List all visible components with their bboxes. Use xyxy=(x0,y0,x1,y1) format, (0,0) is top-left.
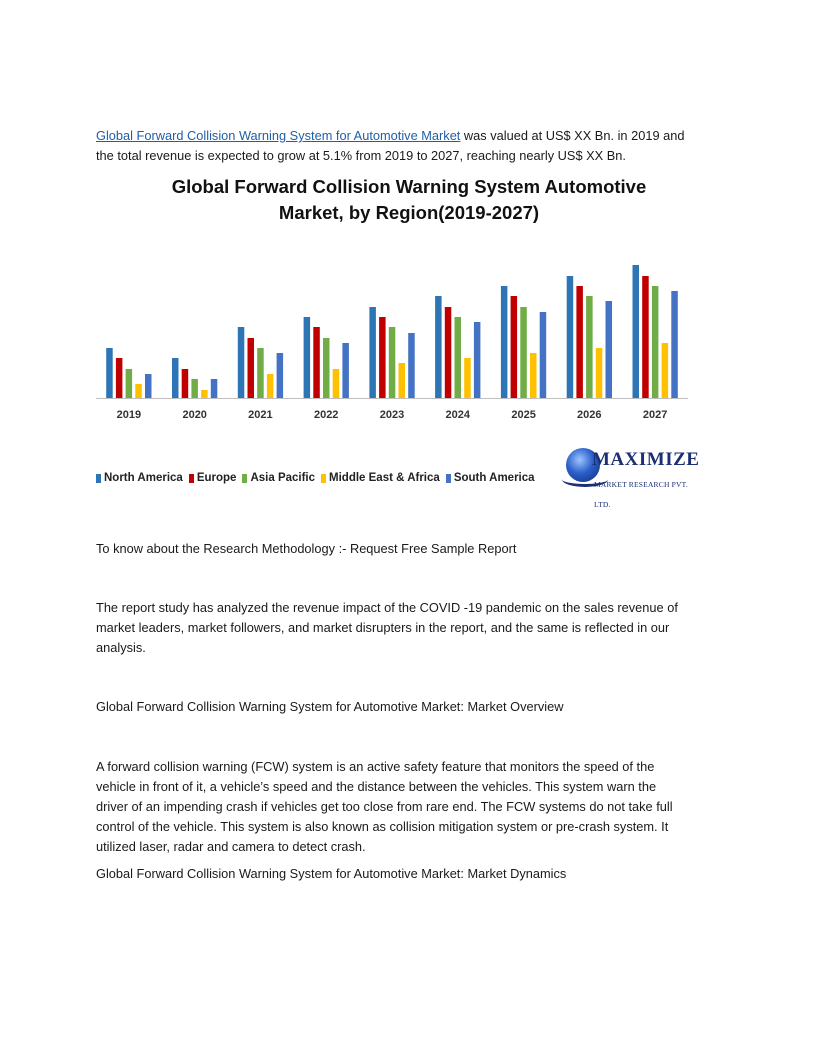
intro-paragraph xyxy=(96,126,722,166)
bar-2024-asia-pacific xyxy=(455,317,462,398)
intro-line2: the total revenue is expected to grow at 5.1% from 2019 to 2027, reaching nearly US$ XX Bn. xyxy=(96,148,626,163)
logo-subtitle: MARKET RESEARCH PVT. LTD. xyxy=(594,480,688,509)
bar-2019-asia-pacific xyxy=(126,369,133,398)
bar-2022-middle-east-africa xyxy=(333,369,340,398)
overview-heading: Global Forward Collision Warning System for Automotive Market: Market Overview xyxy=(96,699,564,714)
bar-2026-north-america xyxy=(567,276,574,398)
bar-2025-north-america xyxy=(501,286,508,398)
bar-2023-south-america xyxy=(408,333,415,398)
legend-label: Europe xyxy=(196,472,237,484)
chart-title-line2: Market, by Region(2019-2027) xyxy=(278,202,540,223)
bar-2019-south-america xyxy=(145,374,152,398)
bar-chart xyxy=(96,240,696,435)
fcw-line: control of the vehicle. This system is also known as collision mitigation system or pre-crash system. It xyxy=(96,819,669,834)
bar-2020-north-america xyxy=(172,358,179,398)
bar-2020-europe xyxy=(182,369,189,398)
legend-item xyxy=(321,468,440,488)
bar-2023-asia-pacific xyxy=(389,327,396,398)
legend-item xyxy=(96,468,183,488)
legend-label: South America xyxy=(453,472,535,484)
bar-2023-europe xyxy=(379,317,386,398)
bar-2026-europe xyxy=(576,286,583,398)
legend-swatch xyxy=(189,474,194,483)
fcw-paragraph xyxy=(96,757,722,857)
bar-2022-south-america xyxy=(342,343,349,398)
bar-2027-asia-pacific xyxy=(652,286,659,398)
x-tick-label: 2026 xyxy=(577,409,602,421)
x-tick-label: 2025 xyxy=(511,409,536,421)
legend-item xyxy=(242,468,315,488)
bar-2021-north-america xyxy=(238,327,245,398)
bar-2026-asia-pacific xyxy=(586,296,593,398)
legend-label: North America xyxy=(104,472,183,484)
x-tick-label: 2020 xyxy=(182,409,207,421)
x-tick-label: 2021 xyxy=(248,409,273,421)
fcw-line: A forward collision warning (FCW) system is an active safety feature that monitors the speed of the xyxy=(96,759,655,774)
fcw-line: vehicle in front of it, a vehicle’s speed and the distance between the vehicles. This system warn the xyxy=(96,779,657,794)
bar-2024-europe xyxy=(445,307,452,398)
intro-line1-rest: was valued at US$ XX Bn. in 2019 and xyxy=(460,128,685,143)
legend-swatch xyxy=(321,474,326,483)
bar-2025-south-america xyxy=(540,312,547,398)
legend-item xyxy=(446,468,535,488)
bar-2019-europe xyxy=(116,358,123,398)
bar-2025-europe xyxy=(511,296,517,398)
bar-2024-middle-east-africa xyxy=(464,358,471,398)
covid-line: analysis. xyxy=(96,640,146,655)
chart-title xyxy=(96,174,722,226)
bar-2021-europe xyxy=(248,338,255,398)
bar-2025-asia-pacific xyxy=(520,307,527,398)
bar-2019-north-america xyxy=(106,348,113,398)
bar-2023-middle-east-africa xyxy=(399,363,406,398)
legend-label: Asia Pacific xyxy=(250,472,316,484)
logo-name: MAXIMIZE xyxy=(592,449,700,470)
bar-2027-north-america xyxy=(633,265,640,398)
x-tick-label: 2027 xyxy=(642,409,668,421)
bar-2020-asia-pacific xyxy=(191,379,198,398)
bar-2020-middle-east-africa xyxy=(201,390,208,398)
fcw-line: utilized laser, radar and camera to detect crash. xyxy=(96,839,366,854)
bar-2021-middle-east-africa xyxy=(267,374,274,398)
x-tick-label: 2024 xyxy=(445,409,471,421)
bar-2022-asia-pacific xyxy=(323,338,330,398)
covid-line: The report study has analyzed the revenue impact of the COVID -19 pandemic on the sales revenue of xyxy=(96,600,678,615)
bar-2022-north-america xyxy=(304,317,311,398)
legend-swatch xyxy=(446,474,451,483)
bar-2027-south-america xyxy=(671,291,678,398)
bar-2026-south-america xyxy=(606,301,613,398)
x-tick-label: 2019 xyxy=(116,409,142,421)
legend-label: Middle East & Africa xyxy=(329,472,440,484)
bar-2021-asia-pacific xyxy=(257,348,264,398)
dynamics-heading: Global Forward Collision Warning System for Automotive Market: Market Dynamics xyxy=(96,866,567,881)
bar-2024-south-america xyxy=(474,322,481,398)
bar-2025-middle-east-africa xyxy=(530,353,537,398)
bar-2022-europe xyxy=(313,327,320,398)
covid-paragraph xyxy=(96,598,722,658)
legend-item xyxy=(189,468,237,488)
bar-2027-middle-east-africa xyxy=(662,343,669,398)
market-report-link[interactable]: Global Forward Collision Warning System for Automotive Market xyxy=(96,128,461,143)
bar-2019-middle-east-africa xyxy=(135,384,142,398)
bar-2024-north-america xyxy=(435,296,442,398)
methodology-text: To know about the Research Methodology :- Request Free Sample Report xyxy=(96,541,517,556)
maximize-logo xyxy=(562,446,702,509)
chart-legend xyxy=(96,470,541,486)
x-tick-label: 2023 xyxy=(379,409,405,421)
legend-swatch xyxy=(96,474,101,483)
x-tick-label: 2022 xyxy=(313,409,339,421)
bar-2027-europe xyxy=(642,276,649,398)
covid-line: market leaders, market followers, and market disrupters in the report, and the same is reflected in our xyxy=(96,620,670,635)
legend-swatch xyxy=(242,474,247,483)
bar-2020-south-america xyxy=(211,379,218,398)
fcw-line: driver of an impending crash if vehicles get too close from rare end. The FCW systems do not take full xyxy=(96,799,673,814)
bar-2026-middle-east-africa xyxy=(596,348,603,398)
chart-title-line1: Global Forward Collision Warning System Automotive xyxy=(171,176,647,197)
bar-2023-north-america xyxy=(369,307,376,398)
bar-2021-south-america xyxy=(277,353,284,398)
